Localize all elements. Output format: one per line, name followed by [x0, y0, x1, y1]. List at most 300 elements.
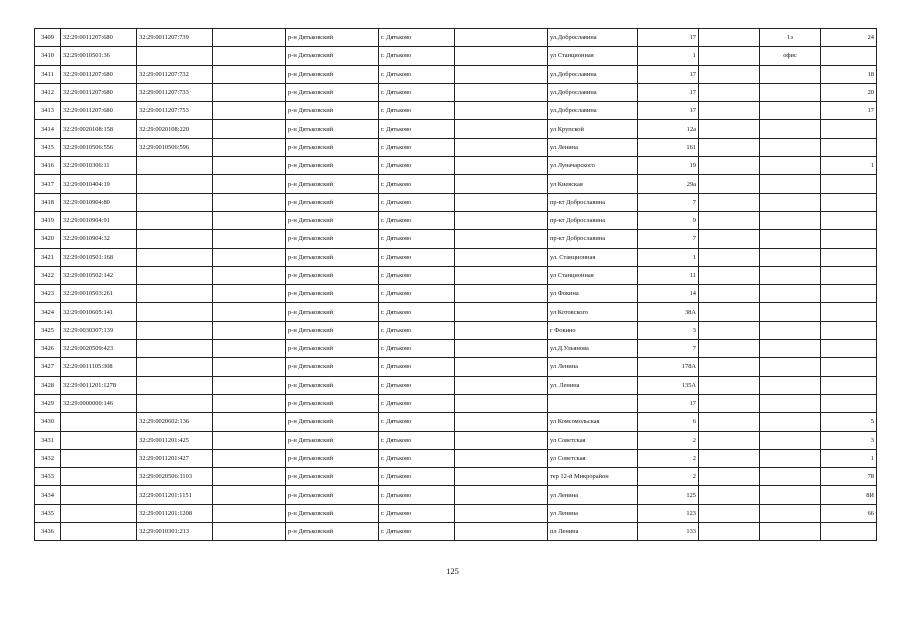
empty-cell — [699, 211, 760, 229]
town-cell: г. Дятьково — [379, 29, 455, 47]
apartment-number-cell: 78 — [821, 468, 877, 486]
house-number-cell: 38А — [638, 303, 699, 321]
district-cell: р-н Дятьковский — [286, 394, 379, 412]
town-cell: г. Дятьково — [379, 504, 455, 522]
table-row — [35, 504, 877, 522]
table-row — [35, 340, 877, 358]
district-cell: р-н Дятьковский — [286, 47, 379, 65]
apartment-number-cell — [821, 230, 877, 248]
street-cell: ул Станционная — [548, 47, 638, 65]
cadastral-number-cell: 32:29:0010501:36 — [61, 47, 137, 65]
premises-cadastral-number-cell — [137, 175, 213, 193]
empty-cell — [699, 285, 760, 303]
house-number-cell: 17 — [638, 102, 699, 120]
empty-cell — [213, 120, 286, 138]
town-cell: г. Дятьково — [379, 83, 455, 101]
cadastral-number-cell: 32:29:0000000:146 — [61, 394, 137, 412]
apartment-number-cell: 1 — [821, 157, 877, 175]
town-cell: г. Дятьково — [379, 376, 455, 394]
table-row — [35, 523, 877, 541]
table-row — [35, 211, 877, 229]
street-cell: ул Станционная — [548, 266, 638, 284]
premises-cadastral-number-cell: 32:29:0011201:425 — [137, 431, 213, 449]
cadastral-number-cell — [61, 523, 137, 541]
cadastral-number-cell: 32:29:0011207:680 — [61, 102, 137, 120]
district-cell: р-н Дятьковский — [286, 175, 379, 193]
apartment-number-cell — [821, 211, 877, 229]
district-cell: р-н Дятьковский — [286, 248, 379, 266]
premises-cadastral-number-cell — [137, 47, 213, 65]
street-cell — [548, 394, 638, 412]
empty-cell — [455, 120, 548, 138]
building-part-cell — [760, 413, 821, 431]
row-number-cell: 3421 — [35, 248, 61, 266]
empty-cell — [699, 358, 760, 376]
table-row — [35, 303, 877, 321]
empty-cell — [455, 413, 548, 431]
town-cell: г. Дятьково — [379, 468, 455, 486]
building-part-cell — [760, 120, 821, 138]
town-cell: г. Дятьково — [379, 303, 455, 321]
empty-cell — [455, 449, 548, 467]
building-part-cell — [760, 285, 821, 303]
apartment-number-cell — [821, 321, 877, 339]
empty-cell — [455, 504, 548, 522]
house-number-cell: 3 — [638, 321, 699, 339]
empty-cell — [699, 486, 760, 504]
empty-cell — [699, 120, 760, 138]
empty-cell — [699, 523, 760, 541]
apartment-number-cell — [821, 175, 877, 193]
empty-cell — [213, 376, 286, 394]
table-row — [35, 230, 877, 248]
table-row — [35, 120, 877, 138]
empty-cell — [699, 413, 760, 431]
building-part-cell — [760, 65, 821, 83]
empty-cell — [699, 266, 760, 284]
empty-cell — [699, 47, 760, 65]
apartment-number-cell: 8И — [821, 486, 877, 504]
apartment-number-cell — [821, 394, 877, 412]
district-cell: р-н Дятьковский — [286, 376, 379, 394]
cadastral-number-cell: 32:29:0011201:1278 — [61, 376, 137, 394]
row-number-cell: 3413 — [35, 102, 61, 120]
building-part-cell — [760, 211, 821, 229]
table-row — [35, 138, 877, 156]
premises-cadastral-number-cell — [137, 303, 213, 321]
empty-cell — [213, 230, 286, 248]
empty-cell — [455, 211, 548, 229]
street-cell: ул Ленина — [548, 138, 638, 156]
district-cell: р-н Дятьковский — [286, 157, 379, 175]
house-number-cell: 19 — [638, 157, 699, 175]
empty-cell — [699, 303, 760, 321]
apartment-number-cell — [821, 358, 877, 376]
empty-cell — [455, 29, 548, 47]
cadastral-number-cell — [61, 449, 137, 467]
building-part-cell — [760, 303, 821, 321]
row-number-cell: 3416 — [35, 157, 61, 175]
town-cell: г. Дятьково — [379, 47, 455, 65]
empty-cell — [213, 175, 286, 193]
district-cell: р-н Дятьковский — [286, 285, 379, 303]
empty-cell — [213, 138, 286, 156]
cadastral-number-cell: 32:29:0010306:11 — [61, 157, 137, 175]
town-cell: г. Дятьково — [379, 211, 455, 229]
empty-cell — [455, 340, 548, 358]
house-number-cell: 17 — [638, 65, 699, 83]
empty-cell — [455, 468, 548, 486]
house-number-cell: 7 — [638, 193, 699, 211]
table-row — [35, 321, 877, 339]
cadastral-number-cell: 32:29:0011207:680 — [61, 65, 137, 83]
empty-cell — [455, 138, 548, 156]
empty-cell — [455, 266, 548, 284]
street-cell: ул.Доброславина — [548, 83, 638, 101]
district-cell: р-н Дятьковский — [286, 230, 379, 248]
cadastral-number-cell: 32:29:0010904:80 — [61, 193, 137, 211]
town-cell: г. Дятьково — [379, 285, 455, 303]
house-number-cell: 14 — [638, 285, 699, 303]
district-cell: р-н Дятьковский — [286, 65, 379, 83]
empty-cell — [699, 376, 760, 394]
house-number-cell: 161 — [638, 138, 699, 156]
empty-cell — [213, 83, 286, 101]
premises-cadastral-number-cell — [137, 358, 213, 376]
town-cell: г. Дятьково — [379, 413, 455, 431]
apartment-number-cell: 66 — [821, 504, 877, 522]
town-cell: г. Дятьково — [379, 340, 455, 358]
street-cell: ул Ленина — [548, 358, 638, 376]
house-number-cell: 12а — [638, 120, 699, 138]
table-row — [35, 29, 877, 47]
premises-cadastral-number-cell — [137, 340, 213, 358]
house-number-cell: 178А — [638, 358, 699, 376]
table-body — [35, 29, 877, 541]
empty-cell — [213, 413, 286, 431]
premises-cadastral-number-cell — [137, 193, 213, 211]
row-number-cell: 3419 — [35, 211, 61, 229]
table-row — [35, 468, 877, 486]
town-cell: г. Дятьково — [379, 193, 455, 211]
town-cell: г. Дятьково — [379, 138, 455, 156]
empty-cell — [213, 29, 286, 47]
district-cell: р-н Дятьковский — [286, 29, 379, 47]
cadastral-number-cell: 32:29:0010501:168 — [61, 248, 137, 266]
empty-cell — [213, 303, 286, 321]
district-cell: р-н Дятьковский — [286, 523, 379, 541]
premises-cadastral-number-cell: 32:29:0010506:596 — [137, 138, 213, 156]
row-number-cell: 3415 — [35, 138, 61, 156]
building-part-cell — [760, 449, 821, 467]
building-part-cell — [760, 504, 821, 522]
table-row — [35, 394, 877, 412]
street-cell: г Фокино — [548, 321, 638, 339]
empty-cell — [699, 29, 760, 47]
district-cell: р-н Дятьковский — [286, 340, 379, 358]
apartment-number-cell — [821, 376, 877, 394]
empty-cell — [213, 285, 286, 303]
cadastral-number-cell: 32:29:0011105:308 — [61, 358, 137, 376]
house-number-cell: 17 — [638, 29, 699, 47]
house-number-cell: 125 — [638, 486, 699, 504]
row-number-cell: 3428 — [35, 376, 61, 394]
apartment-number-cell — [821, 303, 877, 321]
premises-cadastral-number-cell — [137, 266, 213, 284]
table-row — [35, 358, 877, 376]
property-register-table — [34, 28, 877, 541]
cadastral-number-cell: 32:29:0010404:19 — [61, 175, 137, 193]
premises-cadastral-number-cell — [137, 321, 213, 339]
house-number-cell: 133 — [638, 523, 699, 541]
house-number-cell: 6 — [638, 413, 699, 431]
building-part-cell: офис — [760, 47, 821, 65]
cadastral-number-cell — [61, 431, 137, 449]
premises-cadastral-number-cell: 32:29:0020602:136 — [137, 413, 213, 431]
house-number-cell: 135А — [638, 376, 699, 394]
empty-cell — [455, 523, 548, 541]
cadastral-number-cell — [61, 413, 137, 431]
building-part-cell — [760, 486, 821, 504]
town-cell: г. Дятьково — [379, 486, 455, 504]
street-cell: ул Комсомольская — [548, 413, 638, 431]
row-number-cell: 3424 — [35, 303, 61, 321]
empty-cell — [699, 138, 760, 156]
empty-cell — [455, 358, 548, 376]
apartment-number-cell — [821, 340, 877, 358]
town-cell: г. Дятьково — [379, 157, 455, 175]
empty-cell — [213, 468, 286, 486]
town-cell: г. Дятьково — [379, 175, 455, 193]
cadastral-number-cell: 32:29:0030307:139 — [61, 321, 137, 339]
cadastral-number-cell: 32:29:0010503:261 — [61, 285, 137, 303]
building-part-cell — [760, 394, 821, 412]
table-row — [35, 248, 877, 266]
empty-cell — [699, 449, 760, 467]
apartment-number-cell: 24 — [821, 29, 877, 47]
premises-cadastral-number-cell: 32:29:0020108:220 — [137, 120, 213, 138]
empty-cell — [699, 102, 760, 120]
premises-cadastral-number-cell: 32:29:0011207:739 — [137, 29, 213, 47]
town-cell: г. Дятьково — [379, 120, 455, 138]
premises-cadastral-number-cell: 32:29:0011207:753 — [137, 102, 213, 120]
row-number-cell: 3435 — [35, 504, 61, 522]
district-cell: р-н Дятьковский — [286, 138, 379, 156]
building-part-cell — [760, 376, 821, 394]
row-number-cell: 3425 — [35, 321, 61, 339]
apartment-number-cell — [821, 138, 877, 156]
empty-cell — [213, 394, 286, 412]
house-number-cell: 2 — [638, 449, 699, 467]
table-row — [35, 83, 877, 101]
empty-cell — [213, 211, 286, 229]
cadastral-number-cell: 32:29:0011207:680 — [61, 29, 137, 47]
cadastral-number-cell: 32:29:0020509:423 — [61, 340, 137, 358]
house-number-cell: 11 — [638, 266, 699, 284]
row-number-cell: 3420 — [35, 230, 61, 248]
empty-cell — [455, 303, 548, 321]
street-cell: ул Фокина — [548, 285, 638, 303]
town-cell: г. Дятьково — [379, 394, 455, 412]
premises-cadastral-number-cell — [137, 248, 213, 266]
table-row — [35, 157, 877, 175]
district-cell: р-н Дятьковский — [286, 193, 379, 211]
street-cell: пр-кт Доброславина — [548, 193, 638, 211]
table-row — [35, 431, 877, 449]
page-number: 125 — [446, 566, 459, 576]
apartment-number-cell — [821, 266, 877, 284]
empty-cell — [213, 486, 286, 504]
town-cell: г. Дятьково — [379, 321, 455, 339]
row-number-cell: 3427 — [35, 358, 61, 376]
apartment-number-cell: 1 — [821, 449, 877, 467]
empty-cell — [699, 321, 760, 339]
empty-cell — [699, 248, 760, 266]
empty-cell — [455, 102, 548, 120]
apartment-number-cell — [821, 120, 877, 138]
street-cell: ул Ленина — [548, 486, 638, 504]
empty-cell — [699, 157, 760, 175]
premises-cadastral-number-cell — [137, 285, 213, 303]
district-cell: р-н Дятьковский — [286, 413, 379, 431]
table-row — [35, 285, 877, 303]
street-cell: ул Советская — [548, 449, 638, 467]
town-cell: г. Дятьково — [379, 230, 455, 248]
row-number-cell: 3412 — [35, 83, 61, 101]
empty-cell — [699, 394, 760, 412]
street-cell: пл Ленина — [548, 523, 638, 541]
street-cell: ул Котовского — [548, 303, 638, 321]
town-cell: г. Дятьково — [379, 431, 455, 449]
empty-cell — [699, 340, 760, 358]
row-number-cell: 3417 — [35, 175, 61, 193]
building-part-cell — [760, 138, 821, 156]
district-cell: р-н Дятьковский — [286, 211, 379, 229]
empty-cell — [455, 65, 548, 83]
building-part-cell — [760, 157, 821, 175]
building-part-cell — [760, 321, 821, 339]
house-number-cell: 2 — [638, 468, 699, 486]
town-cell: г. Дятьково — [379, 65, 455, 83]
empty-cell — [455, 394, 548, 412]
district-cell: р-н Дятьковский — [286, 266, 379, 284]
building-part-cell — [760, 358, 821, 376]
district-cell: р-н Дятьковский — [286, 449, 379, 467]
apartment-number-cell: 5 — [821, 413, 877, 431]
empty-cell — [455, 285, 548, 303]
cadastral-number-cell — [61, 468, 137, 486]
house-number-cell: 2 — [638, 431, 699, 449]
table-row — [35, 449, 877, 467]
empty-cell — [213, 523, 286, 541]
table-row — [35, 193, 877, 211]
table-row — [35, 266, 877, 284]
table-row — [35, 486, 877, 504]
cadastral-number-cell: 32:29:0010904:32 — [61, 230, 137, 248]
street-cell: ул Крупской — [548, 120, 638, 138]
empty-cell — [455, 193, 548, 211]
empty-cell — [699, 175, 760, 193]
table-row — [35, 65, 877, 83]
street-cell: тер 12-й Микрорайон — [548, 468, 638, 486]
cadastral-number-cell: 32:29:0010605:141 — [61, 303, 137, 321]
district-cell: р-н Дятьковский — [286, 303, 379, 321]
district-cell: р-н Дятьковский — [286, 321, 379, 339]
empty-cell — [213, 193, 286, 211]
premises-cadastral-number-cell — [137, 230, 213, 248]
cadastral-number-cell: 32:29:0020108:158 — [61, 120, 137, 138]
district-cell: р-н Дятьковский — [286, 431, 379, 449]
empty-cell — [455, 248, 548, 266]
house-number-cell: 7 — [638, 230, 699, 248]
premises-cadastral-number-cell: 32:29:0011207:733 — [137, 83, 213, 101]
empty-cell — [455, 83, 548, 101]
empty-cell — [455, 486, 548, 504]
empty-cell — [213, 65, 286, 83]
empty-cell — [213, 321, 286, 339]
empty-cell — [213, 340, 286, 358]
cadastral-number-cell: 32:29:0010502:142 — [61, 266, 137, 284]
row-number-cell: 3430 — [35, 413, 61, 431]
table-row — [35, 175, 877, 193]
empty-cell — [213, 248, 286, 266]
cadastral-number-cell — [61, 486, 137, 504]
row-number-cell: 3434 — [35, 486, 61, 504]
table-row — [35, 376, 877, 394]
row-number-cell: 3414 — [35, 120, 61, 138]
house-number-cell: 17 — [638, 83, 699, 101]
street-cell: пр-кт Доброславина — [548, 211, 638, 229]
street-cell: ул.Доброславина — [548, 65, 638, 83]
street-cell: ул Ленина — [548, 504, 638, 522]
street-cell: ул Советская — [548, 431, 638, 449]
apartment-number-cell — [821, 193, 877, 211]
building-part-cell — [760, 230, 821, 248]
row-number-cell: 3410 — [35, 47, 61, 65]
building-part-cell — [760, 266, 821, 284]
apartment-number-cell: 3 — [821, 431, 877, 449]
house-number-cell: 1 — [638, 248, 699, 266]
cadastral-number-cell: 32:29:0011207:680 — [61, 83, 137, 101]
street-cell: ул Киевская — [548, 175, 638, 193]
premises-cadastral-number-cell: 32:29:0020506:1103 — [137, 468, 213, 486]
street-cell: ул Луначарского — [548, 157, 638, 175]
row-number-cell: 3418 — [35, 193, 61, 211]
table-row — [35, 47, 877, 65]
row-number-cell: 3432 — [35, 449, 61, 467]
apartment-number-cell — [821, 248, 877, 266]
town-cell: г. Дятьково — [379, 449, 455, 467]
district-cell: р-н Дятьковский — [286, 120, 379, 138]
house-number-cell: 29а — [638, 175, 699, 193]
premises-cadastral-number-cell — [137, 394, 213, 412]
empty-cell — [213, 449, 286, 467]
apartment-number-cell: 17 — [821, 102, 877, 120]
street-cell: ул.Доброславина — [548, 29, 638, 47]
apartment-number-cell — [821, 523, 877, 541]
row-number-cell: 3423 — [35, 285, 61, 303]
district-cell: р-н Дятьковский — [286, 486, 379, 504]
premises-cadastral-number-cell — [137, 376, 213, 394]
empty-cell — [213, 504, 286, 522]
empty-cell — [213, 266, 286, 284]
apartment-number-cell: 20 — [821, 83, 877, 101]
premises-cadastral-number-cell: 32:29:0011201:1208 — [137, 504, 213, 522]
building-part-cell — [760, 193, 821, 211]
empty-cell — [213, 358, 286, 376]
premises-cadastral-number-cell — [137, 211, 213, 229]
empty-cell — [699, 83, 760, 101]
